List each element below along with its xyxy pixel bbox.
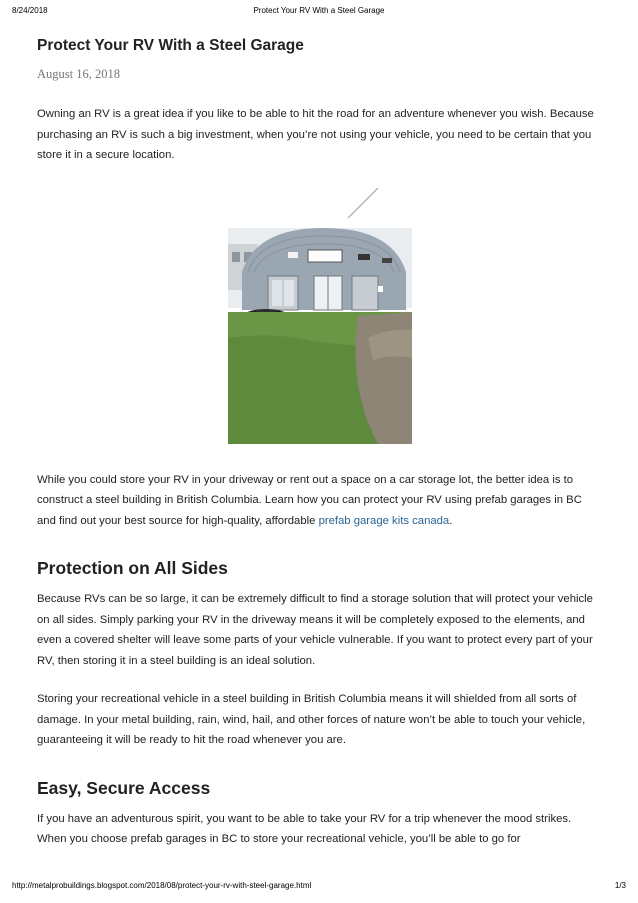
- print-date: 8/24/2018: [12, 6, 48, 15]
- print-page-number: 1/3: [614, 881, 626, 890]
- post-title: Protect Your RV With a Steel Garage: [37, 37, 304, 54]
- post-date: August 16, 2018: [37, 67, 120, 81]
- access-paragraph-1: If you have an adventurous spirit, you want to be able to take your RV for a trip whenever the mood strikes. When you choose prefab garages in BC to store your recreational vehicle, you’ll be able to go for: [37, 812, 572, 845]
- print-header: [12, 6, 626, 18]
- print-url: http://metalprobuildings.blogspot.com/2018/08/protect-your-rv-with-steel-garage.html: [12, 881, 312, 890]
- section-heading-protection: Protection on All Sides: [37, 558, 228, 578]
- article: [37, 36, 603, 850]
- storage-paragraph: [37, 470, 603, 532]
- storage-paragraph-text: While you could store your RV in your driveway or rent out a space on a car storage lot, the better idea is to construct a steel building in British Columbia. Learn how you can protect your RV using prefab garages in BC and find out your best source for high-quality, affordable: [37, 473, 582, 527]
- storage-paragraph-end: .: [449, 514, 453, 527]
- protection-paragraph-1: Because RVs can be so large, it can be extremely difficult to find a storage solution that will protect your vehicle on all sides. Simply parking your RV in the driveway means it will be completely exposed to the elements, and even a covered shelter will leave some parts of your vehicle vulnerable. If you want to protect every part of your RV, then storing it in a steel building is an ideal solution.: [37, 593, 593, 667]
- print-footer: [12, 881, 626, 893]
- prefab-garage-kits-link[interactable]: prefab garage kits canada: [318, 514, 450, 527]
- print-page-title: Protect Your RV With a Steel Garage: [253, 6, 385, 15]
- protection-paragraph-2: Storing your recreational vehicle in a steel building in British Columbia means it will shielded from all sorts of damage. In your metal building, rain, wind, hail, and other forces of nature won’t be able to touch your vehicle, guaranteeing it will be ready to hit the road whenever you are.: [37, 693, 586, 746]
- section-heading-access: Easy, Secure Access: [37, 777, 211, 798]
- quonset-garage-image: [228, 188, 412, 444]
- intro-paragraph: Owning an RV is a great idea if you like to be able to hit the road for an adventure whenever you wish. Because purchasing an RV is such a big investment, when you’re not using your vehicle, you need to be certain that you store it in a secure location.: [37, 108, 594, 161]
